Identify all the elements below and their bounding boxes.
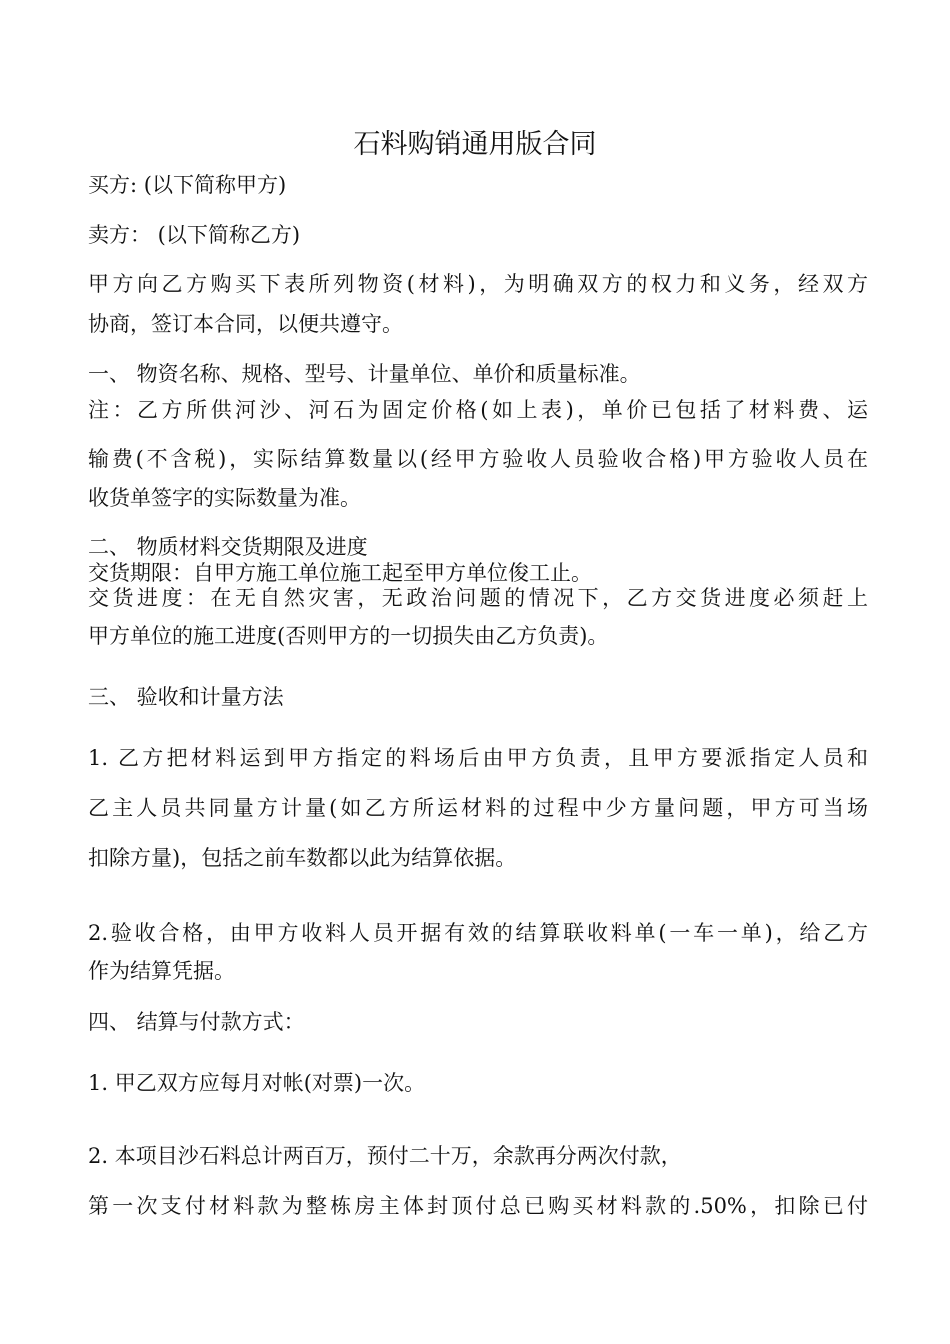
section-1-heading: 一、 物资名称、规格、型号、计量单位、单价和质量标准。 (88, 362, 641, 386)
intro-paragraph-line-2: 协商，签订本合同，以便共遵守。 (88, 312, 403, 336)
acceptance-item-1-line-3: 扣除方量)，包括之前车数都以此为结算依据。 (88, 846, 517, 870)
note-line-1: 注：乙方所供河沙、河石为固定价格(如上表)，单价已包括了材料费、运 (88, 398, 868, 422)
section-3-heading: 三、 验收和计量方法 (88, 685, 284, 709)
acceptance-item-2-line-1: 2.验收合格，由甲方收料人员开据有效的结算联收料单(一车一单)，给乙方 (88, 921, 868, 945)
acceptance-item-1-line-2: 乙主人员共同量方计量(如乙方所运材料的过程中少方量问题，甲方可当场 (88, 796, 868, 820)
document-title: 石料购销通用版合同 (353, 129, 597, 160)
delivery-progress-line-2: 甲方单位的施工进度(否则甲方的一切损失由乙方负责)。 (88, 624, 609, 648)
acceptance-item-2-line-2: 作为结算凭据。 (88, 959, 235, 983)
payment-item-2-line-2: 第一次支付材料款为整栋房主体封顶付总已购买材料款的.50%，扣除已付 (88, 1194, 868, 1218)
delivery-deadline-line: 交货期限：自甲方施工单位施工起至甲方单位俊工止。 (88, 561, 592, 585)
delivery-progress-line-1: 交货进度：在无自然灾害，无政治问题的情况下，乙方交货进度必须赶上 (88, 586, 868, 610)
intro-paragraph-line-1: 甲方向乙方购买下表所列物资(材料)，为明确双方的权力和义务，经双方 (88, 272, 868, 296)
seller-line: 卖方： (以下简称乙方) (88, 223, 301, 247)
buyer-line: 买方: (以下简称甲方) (88, 173, 287, 197)
note-line-3: 收货单签字的实际数量为准。 (88, 486, 361, 510)
section-2-heading: 二、 物质材料交货期限及进度 (88, 535, 368, 559)
payment-item-2-line-1: 2. 本项目沙石料总计两百万，预付二十万，余款再分两次付款， (88, 1144, 682, 1168)
note-line-2: 输费(不含税)，实际结算数量以(经甲方验收人员验收合格)甲方验收人员在 (88, 447, 868, 471)
section-4-heading: 四、 结算与付款方式： (88, 1010, 305, 1034)
acceptance-item-1-line-1: 1. 乙方把材料运到甲方指定的料场后由甲方负责，且甲方要派指定人员和 (88, 746, 868, 770)
payment-item-1: 1. 甲乙双方应每月对帐(对票)一次。 (88, 1071, 426, 1095)
